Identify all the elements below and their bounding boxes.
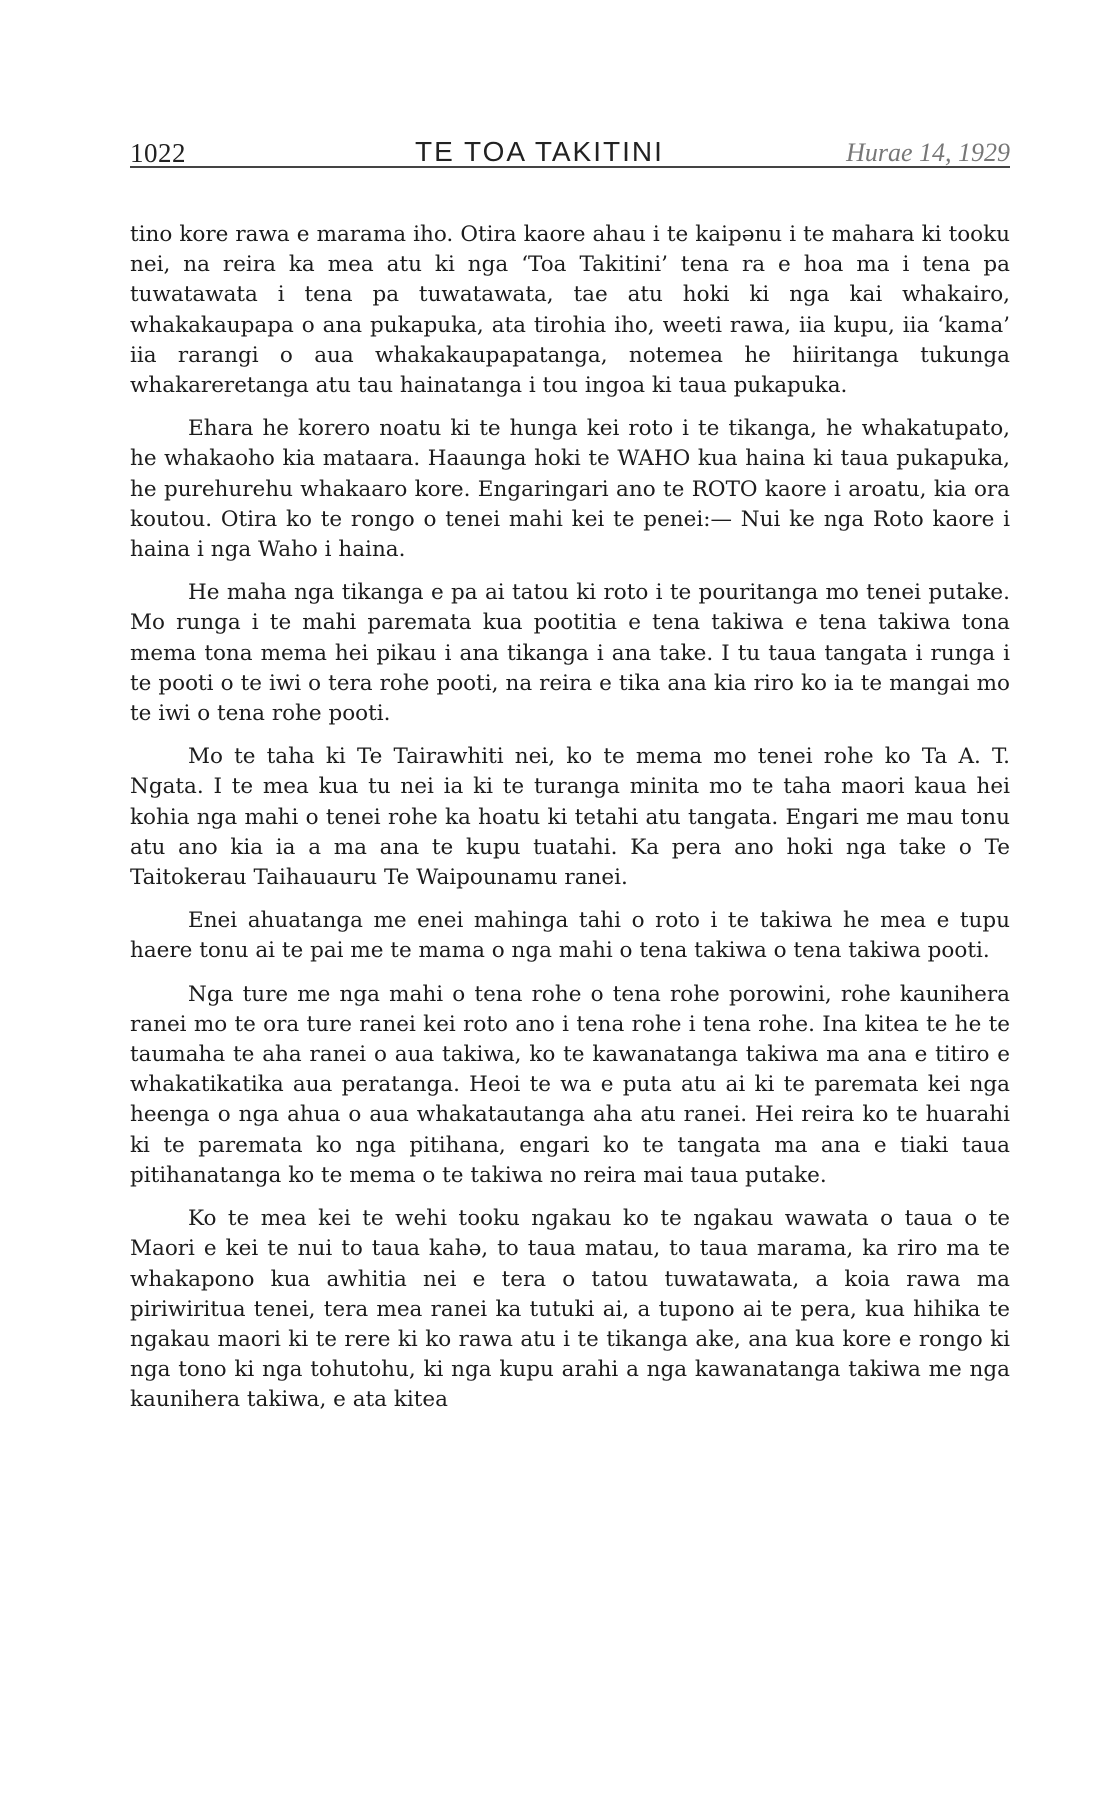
running-head — [130, 128, 1010, 168]
header-rule — [130, 166, 1010, 168]
body-text — [130, 220, 1010, 1416]
paragraph: Ko te mea kei te wehi tooku ngakau ko te ngakau wawata o taua o te Maori e kei te nui to taua kahə, to taua matau, to taua marama, ka riro ma te whakapono kua awhitia nei e tera o tatou tuwatawata, a koia rawa ma piriwiritua tenei, tera mea ranei ka tutuki ai, a tupono ai te pera, kua hihika te ngakau maori ki te rere ki ko rawa atu i te tikanga ake, ana kua kore e rongo ki nga tono ki nga tohutohu, ki nga kupu arahi a nga kawanatanga takiwa me nga kaunihera takiwa, e ata kitea — [130, 1206, 1010, 1413]
paragraph: Nga ture me nga mahi o tena rohe o tena rohe porowini, rohe kaunihera ranei mo te ora ture ranei kei roto ano i tena rohe i tena rohe. Ina kitea te he te taumaha te aha ranei o aua takiwa, ko te kawanatanga takiwa ma ana e titiro e whakatikatika aua peratanga. Heoi te wa e puta atu ai ki te paremata kei nga heenga o nga ahua o aua whakatautanga aha atu ranei. Hei reira ko te huarahi ki te paremata ko nga pitihana, engari ko te tangata ma ana e tiaki taua pitihanatanga ko te mema o te takiwa no reira mai taua putake. — [130, 981, 1010, 1188]
paragraph: Enei ahuatanga me enei mahinga tahi o roto i te takiwa he mea e tupu haere tonu ai te pai me te mama o nga mahi o tena takiwa o tena takiwa pooti. — [130, 908, 1010, 964]
paragraph: Ehara he korero noatu ki te hunga kei roto i te tikanga, he whakatupato, he whakaoho kia mataara. Haaunga hoki te WAHO kua haina ki taua pukapuka, he purehurehu whakaaro kore. Engaringari ano te ROTO kaore i aroatu, kia ora koutou. Otira ko te rongo o tenei mahi kei te penei:— Nui ke nga Roto kaore i haina i nga Waho i haina. — [130, 416, 1010, 563]
paragraph: Mo te taha ki Te Tairawhiti nei, ko te mema mo tenei rohe ko Ta A. T. Ngata. I te mea kua tu nei ia ki te turanga minita mo te taha maori kaua hei kohia nga mahi o tenei rohe ka hoatu ki tetahi atu tangata. Engari me mau tonu atu ano kia ia a ma ana te kupu tuatahi. Ka pera ano hoki nga take o Te Taitokerau Taihauauru Te Waipounamu ranei. — [130, 744, 1010, 891]
issue-date: Hurae 14, 1929 — [846, 138, 1010, 167]
page-number: 1022 — [130, 138, 186, 168]
journal-title: TE TOA TAKITINI — [415, 136, 664, 167]
document-page — [130, 128, 1010, 1429]
paragraph: tino kore rawa e marama iho. Otira kaore ahau i te kaipənu i te mahara ki tooku nei, na reira ka mea atu ki nga ‘Toa Takitini’ tena ra e hoa ma i tena pa tuwatawata i tena pa tuwatawata, tae atu hoki ki nga kai whakairo, whakakaupapa o ana pukapuka, ata tirohia iho, weeti rawa, iia kupu, iia ‘kama’ iia rarangi o aua whakakaupapatanga, notemea he hiiritanga tukunga whakareretanga atu tau hainatanga i tou ingoa ki taua pukapuka. — [130, 222, 1010, 399]
paragraph: He maha nga tikanga e pa ai tatou ki roto i te pouritanga mo tenei putake. Mo runga i te mahi paremata kua pootitia e tena takiwa e tena takiwa tona mema tona mema hei pikau i ana tikanga i ana take. I tu taua tangata i runga i te pooti o te iwi o tera rohe pooti, na reira e tika ana kia riro ko ia te mangai mo te iwi o tena rohe pooti. — [130, 580, 1010, 727]
